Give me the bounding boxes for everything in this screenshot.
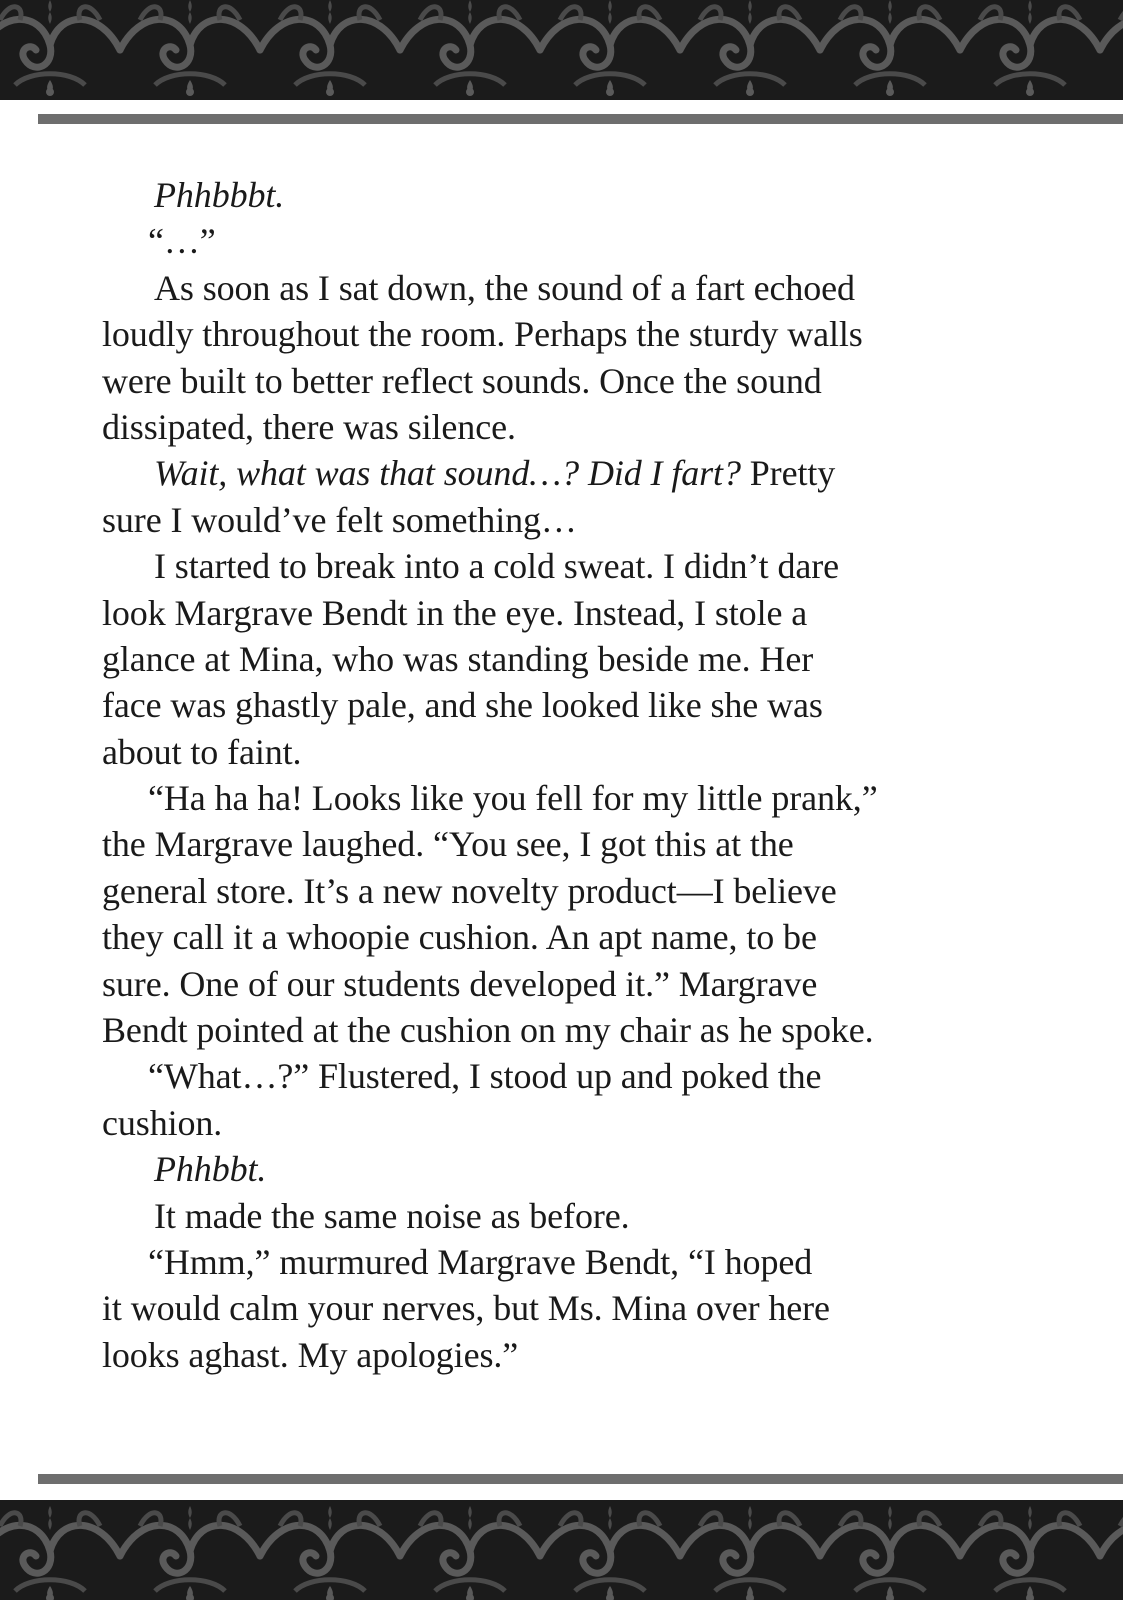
text-line: “Ha ha ha! Looks like you fell for my little prank,”: [148, 778, 878, 819]
bottom-ornament-band: [0, 1500, 1123, 1600]
text-line: they call it a whoopie cushion. An apt name, to be: [102, 917, 817, 958]
text-line: dissipated, there was silence.: [102, 406, 516, 447]
text-line: As soon as I sat down, the sound of a fart echoed: [154, 267, 855, 308]
text-line: Phhbbt.: [154, 1149, 267, 1190]
text-line: general store. It’s a new novelty product—I believe: [102, 870, 837, 911]
damask-ornament-icon: [0, 1500, 1123, 1600]
bottom-divider-rule: [38, 1474, 1123, 1484]
italic-thought: Wait, what was that sound…? Did I fart?: [154, 453, 741, 494]
text-line: cushion.: [102, 1102, 223, 1143]
text-line: “…”: [148, 221, 216, 262]
line-text: Pretty: [740, 453, 836, 494]
text-line: look Margrave Bendt in the eye. Instead, I stole a: [102, 592, 808, 633]
text-line: Phhbbbt.: [154, 175, 285, 215]
text-line: about to faint.: [102, 731, 302, 772]
top-divider-rule: [38, 114, 1123, 124]
damask-ornament-icon: [0, 0, 1123, 100]
text-line: were built to better reflect sounds. Once the sound: [102, 360, 822, 401]
text-line: I started to break into a cold sweat. I didn’t dare: [154, 546, 840, 587]
page-body-text: [102, 172, 982, 1378]
text-line: loudly throughout the room. Perhaps the sturdy walls: [102, 314, 863, 355]
text-line: face was ghastly pale, and she looked like she was: [102, 685, 823, 726]
text-line: sure. One of our students developed it.” Margrave: [102, 963, 818, 1004]
top-ornament-band: [0, 0, 1123, 100]
text-line: “Hmm,” murmured Margrave Bendt, “I hoped: [148, 1241, 813, 1282]
text-line: it would calm your nerves, but Ms. Mina over here: [102, 1288, 830, 1329]
text-line: sure I would’ve felt something…: [102, 499, 577, 540]
text-line: looks aghast. My apologies.”: [102, 1334, 519, 1375]
text-line: It made the same noise as before.: [154, 1195, 630, 1236]
text-line: [102, 450, 982, 496]
text-line: glance at Mina, who was standing beside me. Her: [102, 638, 814, 679]
text-line: Bendt pointed at the cushion on my chair as he spoke.: [102, 1010, 874, 1051]
text-line: “What…?” Flustered, I stood up and poked the: [148, 1056, 822, 1097]
text-line: the Margrave laughed. “You see, I got this at the: [102, 824, 794, 865]
